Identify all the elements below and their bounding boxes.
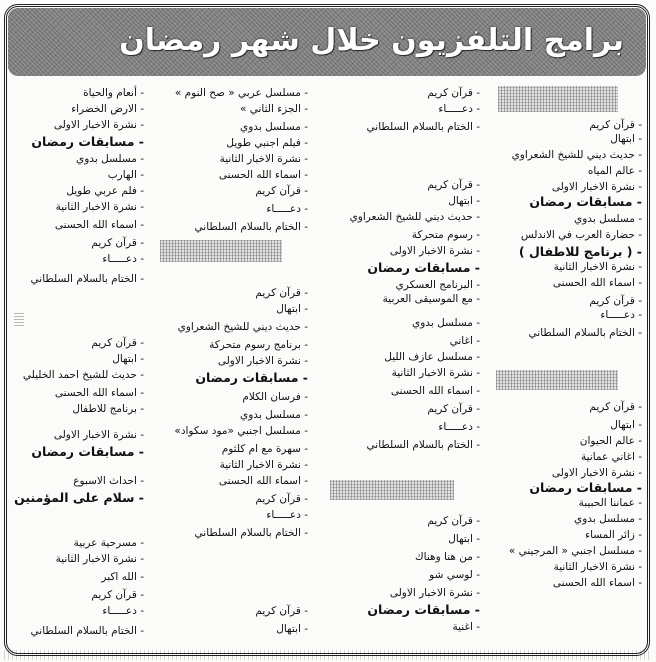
program-item: - الختام بالسلام السلطاني [194, 527, 308, 539]
program-item: - نشرة الاخبار الاولى [53, 429, 144, 441]
program-item: - مسابقات رمضان [367, 260, 480, 275]
program-item: - قرآن كريم [427, 515, 480, 527]
program-item: - الهارب [107, 169, 144, 181]
program-item: - قرآن كريم [91, 237, 144, 249]
program-item: - عالم الحيوان [579, 435, 642, 447]
program-item: - لوسي شو [429, 569, 480, 581]
program-item: - مسلسل اجنبي «مود سكواد» [174, 425, 308, 437]
program-item: - زائر المساء [585, 529, 642, 541]
program-item: - مسابقات رمضان [195, 370, 308, 385]
program-item: - حديث ديني للشيخ الشعراوي [349, 211, 480, 223]
program-item: - مسابقات رمضان [367, 602, 480, 617]
program-item: - مسلسل بدوي [240, 409, 308, 421]
program-item: - قرآن كريم [255, 287, 308, 299]
program-item: - دعـــــاء [102, 605, 144, 617]
program-item: - حديث للشيخ احمد الخليلي [22, 369, 144, 381]
program-item: - مسلسل عربي « صح النوم » [174, 87, 308, 99]
program-item: - مسلسل عازف الليل [384, 351, 480, 363]
scan-noise-block [330, 480, 454, 500]
title-banner [8, 8, 646, 76]
program-item: - حديث ديني للشيخ الشعراوي [177, 321, 308, 333]
program-item: - البرنامج العسكري [395, 279, 480, 291]
program-item: - نشرة الاخبار الاولى [53, 119, 144, 131]
program-item: - رسوم متحركة [411, 229, 480, 241]
program-item: - مسلسل بدوي [412, 317, 480, 329]
program-item: - سلام على المؤمنين [14, 490, 144, 505]
program-item: - الختام بالسلام السلطاني [366, 121, 480, 133]
program-item: - مسابقات رمضان [31, 444, 144, 459]
program-item: - الختام بالسلام السلطاني [30, 273, 144, 285]
scan-speck [14, 312, 24, 326]
program-item: - مسلسل بدوي [76, 153, 144, 165]
program-item: - قرآن كريم [91, 337, 144, 349]
program-item: - اسماء الله الحسنى [218, 169, 308, 181]
program-item: - نشرة الاخبار الاولى [551, 467, 642, 479]
program-item: - نشرة الاخبار الثانية [55, 201, 144, 213]
program-item: - نشرة الاخبار الثانية [391, 367, 480, 379]
program-item: - اسماء الله الحسنى [552, 577, 642, 589]
program-item: - فرسان الكلام [242, 391, 308, 403]
scan-bottom-strip [4, 650, 652, 660]
program-item: - فيلم اجنبي طويل [226, 137, 308, 149]
program-item: - احداث الاسبوع [73, 475, 144, 487]
program-item: - مسابقات رمضان [31, 134, 144, 149]
program-item: - فلم عربي طويل [66, 185, 144, 197]
program-item: - دعـــــاء [600, 309, 642, 321]
program-item: - دعـــــاء [438, 421, 480, 433]
program-item: - عماننا الحبيبة [578, 497, 642, 509]
program-item: - اغاني عمانية [580, 451, 642, 463]
program-item: - نشرة الاخبار الاولى [217, 355, 308, 367]
program-item: - الجزء الثاني » [239, 103, 308, 115]
program-item: - اسماء الله الحسنى [54, 387, 144, 399]
program-item: - حضارة العرب في الاندلس [520, 229, 642, 241]
program-item: - اغنية [452, 621, 480, 633]
program-item: - اسماء الله الحسنى [390, 385, 480, 397]
program-item: - قرآن كريم [589, 295, 642, 307]
program-item: - الختام بالسلام السلطاني [30, 625, 144, 637]
program-item: - برنامج رسوم متحركة [209, 339, 308, 351]
program-item: - قرآن كريم [427, 87, 480, 99]
program-item: - حديث ديني للشيخ الشعراوي [511, 149, 642, 161]
program-item: - مسابقات رمضان [529, 480, 642, 495]
program-item: - اسماء الله الحسنى [54, 219, 144, 231]
program-item: - نشرة الاخبار الثانية [55, 553, 144, 565]
program-item: - اسماء الله الحسنى [218, 475, 308, 487]
program-item: - ابتهال [276, 303, 308, 315]
program-item: - ابتهال [610, 419, 642, 431]
program-item: - قرآن كريم [255, 605, 308, 617]
program-item: - برنامج للاطفال [72, 403, 144, 415]
program-item: - دعـــــاء [266, 203, 308, 215]
program-item: - ابتهال [448, 533, 480, 545]
program-item: - ( برنامج للاطفال ) [518, 244, 642, 259]
program-item: - ابتهال [276, 623, 308, 635]
program-item: - الارض الخضراء [71, 103, 144, 115]
program-item: - قرآن كريم [427, 403, 480, 415]
program-item: - نشرة الاخبار الاولى [551, 181, 642, 193]
program-item: - مع الموسيقى العربية [382, 293, 480, 305]
program-item: - ابتهال [448, 195, 480, 207]
page-title: برامج التلفزيون خلال شهر رمضان [119, 23, 624, 58]
program-item: - الختام بالسلام السلطاني [194, 221, 308, 233]
program-item: - دعـــــاء [102, 253, 144, 265]
program-item: - قرآن كريم [255, 185, 308, 197]
program-item: - نشرة الاخبار الاولى [389, 587, 480, 599]
program-item: - دعـــــاء [266, 509, 308, 521]
program-item: - قرآن كريم [589, 119, 642, 131]
program-item: - قرآن كريم [427, 179, 480, 191]
program-item: - مسرحية عربية [73, 537, 144, 549]
program-item: - الله اكبر [101, 571, 144, 583]
program-item: - ابتهال [112, 353, 144, 365]
program-item: - اغاني [449, 335, 480, 347]
program-item: - من هنا وهناك [415, 551, 480, 563]
program-item: - نشرة الاخبار الاولى [389, 245, 480, 257]
program-item: - قرآن كريم [589, 401, 642, 413]
program-item: - سهرة مع ام كلثوم [221, 443, 308, 455]
program-item: - مسلسل اجنبي « المرجيني » [508, 545, 642, 557]
program-item: - دعـــــاء [438, 103, 480, 115]
scan-noise-block [498, 86, 618, 112]
program-item: - ابتهال [610, 133, 642, 145]
program-item: - قرآن كريم [255, 493, 308, 505]
program-item: - نشرة الاخبار الثانية [219, 153, 308, 165]
program-item: - أنعام والحياة [83, 87, 144, 99]
program-item: - نشرة الاخبار الثانية [219, 459, 308, 471]
program-item: - الختام بالسلام السلطاني [366, 439, 480, 451]
program-item: - مسابقات رمضان [529, 194, 642, 209]
scan-noise-block [160, 240, 282, 262]
program-item: - الختام بالسلام السلطاني [528, 327, 642, 339]
program-item: - اسماء الله الحسنى [552, 277, 642, 289]
program-item: - مسلسل بدوي [574, 513, 642, 525]
program-item: - مسلسل بدوي [574, 213, 642, 225]
program-item: - نشرة الاخبار الثانية [553, 561, 642, 573]
program-item: - مسلسل بدوي [240, 121, 308, 133]
program-item: - نشرة الاخبار الثانية [553, 261, 642, 273]
program-item: - عالم المياه [587, 165, 642, 177]
scan-noise-block [496, 370, 618, 390]
program-item: - قرآن كريم [91, 589, 144, 601]
